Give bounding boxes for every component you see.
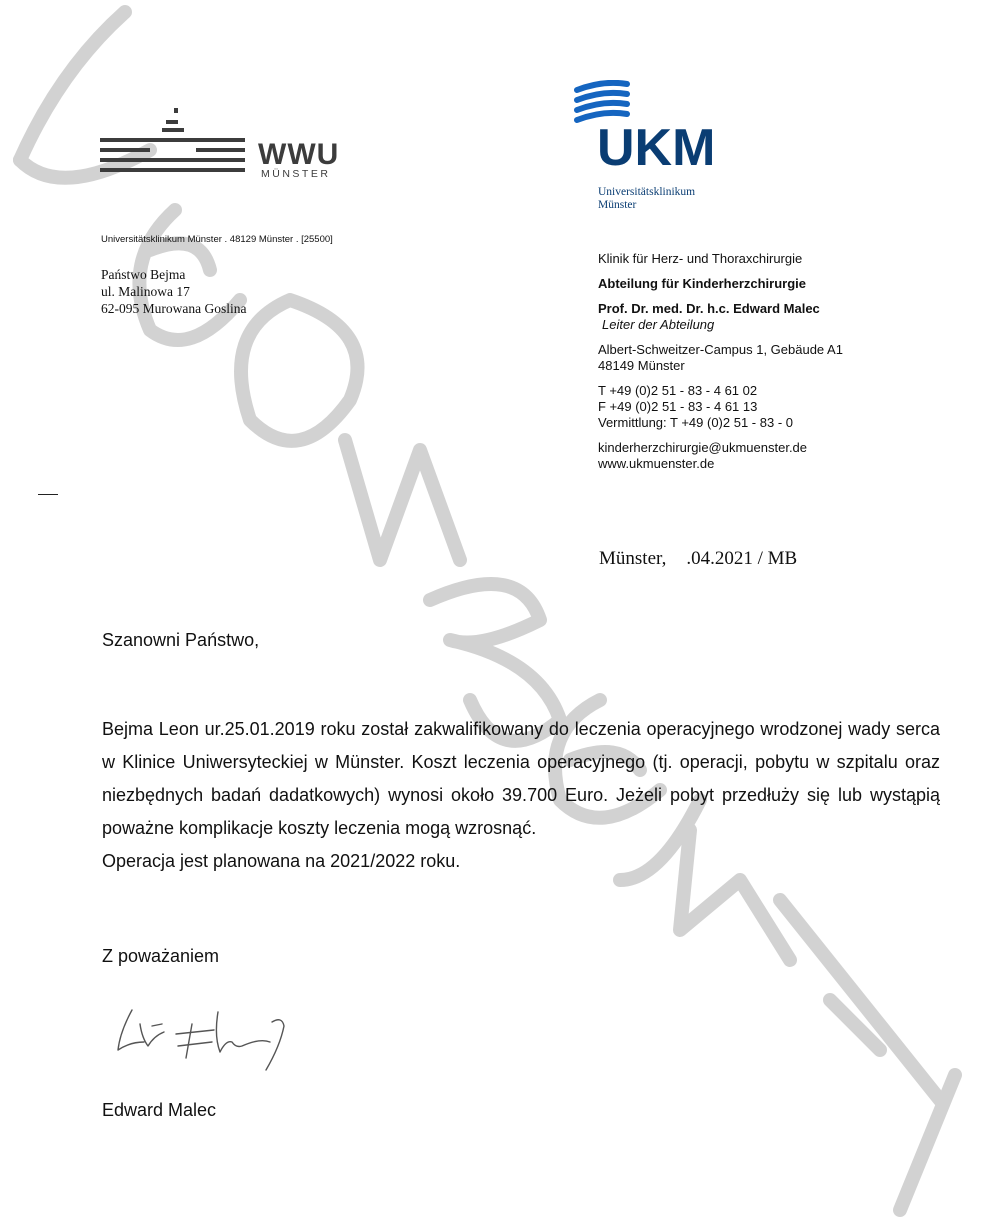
head-role: Leiter der Abteilung: [602, 317, 715, 332]
date-place: Münster,: [599, 548, 667, 569]
website: www.ukmuenster.de: [598, 456, 715, 471]
fax-number: F +49 (0)2 51 - 83 - 4 61 13: [598, 399, 758, 414]
recipient-city: 62-095 Murowana Goslina: [101, 301, 247, 316]
address-line2: 48149 Münster: [598, 358, 685, 373]
signer-name: Edward Malec: [102, 1100, 217, 1120]
sender-return-address: Universitätsklinikum Münster . 48129 Münster . [25500]: [101, 234, 333, 245]
ukm-subtitle-line2: Münster: [598, 199, 637, 211]
head-name: Prof. Dr. med. Dr. h.c. Edward Malec: [598, 301, 820, 316]
recipient-name: Państwo Bejma: [101, 267, 186, 282]
letter-body: [102, 713, 940, 878]
closing: Z poważaniem: [102, 946, 220, 966]
greeting: Szanowni Państwo,: [102, 630, 260, 650]
department-name: Abteilung für Kinderherzchirurgie: [598, 276, 807, 291]
ukm-wordmark: UKM: [597, 119, 716, 177]
email-address: kinderherzchirurgie@ukmuenster.de: [598, 440, 808, 455]
wwu-city: MÜNSTER: [261, 168, 331, 180]
handwritten-signature: [110, 1002, 310, 1072]
date-value: .04.2021 / MB: [686, 548, 798, 569]
body-last-line: Operacja jest planowana na 2021/2022 roku.: [102, 851, 461, 871]
phone-number: T +49 (0)2 51 - 83 - 4 61 02: [598, 383, 758, 398]
department-info: [598, 251, 843, 472]
fold-mark: [38, 494, 58, 495]
switchboard-number: Vermittlung: T +49 (0)2 51 - 83 - 0: [598, 415, 793, 430]
letter-date: [599, 548, 797, 570]
clinic-name: Klinik für Herz- und Thoraxchirurgie: [598, 251, 803, 266]
recipient-address: [101, 266, 246, 317]
ukm-subtitle-line1: Universitätsklinikum: [598, 186, 696, 198]
address-line1: Albert-Schweitzer-Campus 1, Gebäude A1: [598, 342, 843, 357]
recipient-street: ul. Malinowa 17: [101, 284, 190, 299]
body-paragraph: Bejma Leon ur.25.01.2019 roku został zakwalifikowany do leczenia operacyjnego wrodzonej wady serca w Klinice Uniwersyteckiej w Münster. Koszt leczenia operacyjnego (tj. operacji, pobytu w szpitalu oraz niezbędnych badań dadatkowych) wynosi około 39.700 Euro. Jeżeli pobyt przedłuży się lub wystąpią poważne komplikacje koszty leczenia mogą wzrosnąć.: [102, 719, 940, 838]
wwu-wordmark: WWU: [258, 138, 340, 171]
